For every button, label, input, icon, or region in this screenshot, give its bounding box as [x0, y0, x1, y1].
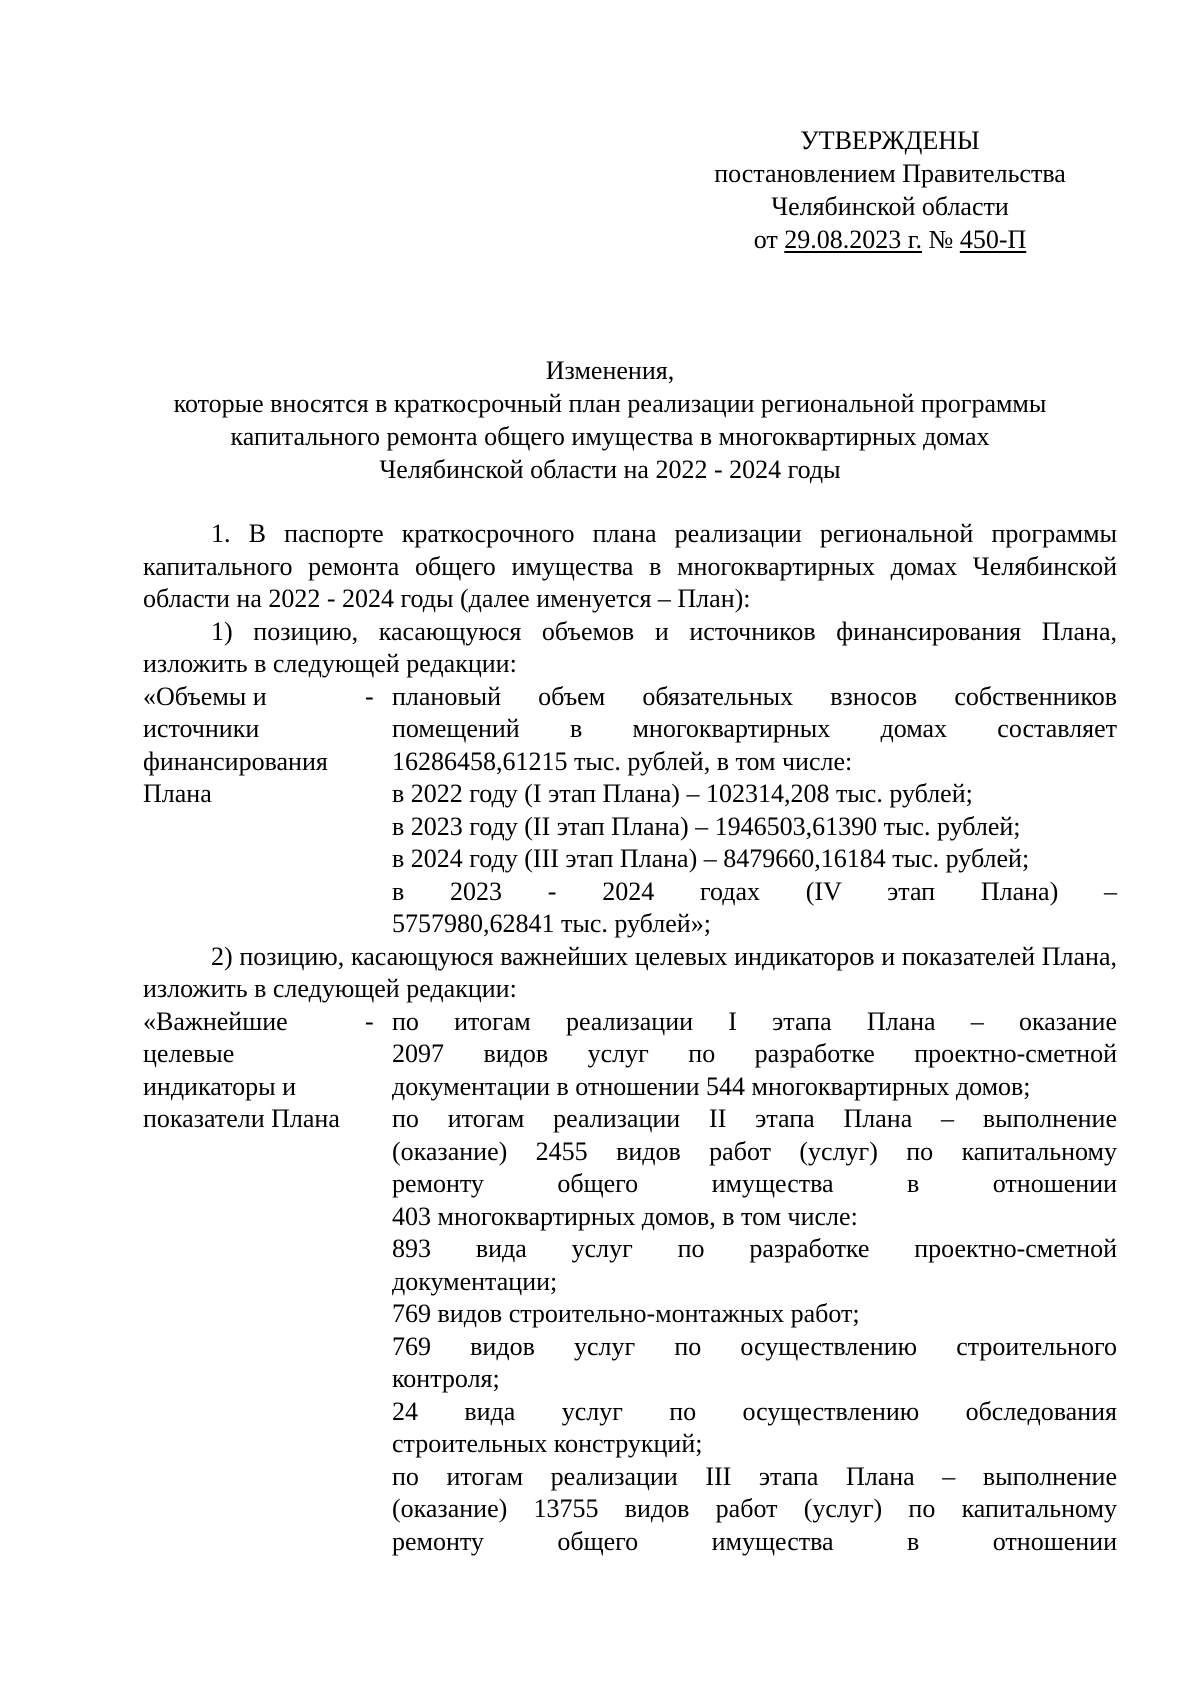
- financing-line: помещений в многоквартирных домах составляет: [392, 714, 1117, 743]
- indicators-line: ремонту общего имущества в отношении: [392, 1169, 1117, 1198]
- indicators-line: 769 видов услуг по осуществлению строительного: [392, 1331, 1117, 1361]
- document-title: [130, 354, 1090, 486]
- approval-heading: УТВЕРЖДЕНЫ: [800, 126, 980, 155]
- title-line-2: которые вносятся в краткосрочный план реализации региональной программы: [173, 389, 1047, 418]
- indicators-line: по итогам реализации III этапа Плана – выполнение: [392, 1461, 1117, 1491]
- paragraph-2: 1) позицию, касающуюся объемов и источников финансирования Плана, изложить в следующей редакции:: [143, 616, 1117, 678]
- indicators-line: документации в отношении 544 многоквартирных домов;: [392, 1071, 1031, 1101]
- indicators-line: ремонту общего имущества в отношении: [392, 1526, 1117, 1556]
- approval-date: 29.08.2023 г.: [784, 225, 922, 254]
- financing-value: [392, 681, 1117, 941]
- indicators-line: (оказание) 2455 видов работ (услуг) по капитальному: [392, 1136, 1117, 1166]
- indicators-line: 2097 видов услуг по разработке проектно-сметной: [392, 1039, 1117, 1068]
- title-line-4: Челябинской области на 2022 - 2024 годы: [379, 455, 841, 484]
- indicators-line: по итогам реализации II этапа Плана – выполнение: [392, 1104, 1117, 1133]
- indicators-line: строительных конструкций;: [392, 1429, 703, 1458]
- indicators-line: 24 вида услуг по осуществлению обследования: [392, 1396, 1117, 1426]
- indicators-line: документации;: [392, 1266, 558, 1296]
- indicators-line: контроля;: [392, 1364, 500, 1393]
- indicators-dash: -: [365, 1006, 374, 1036]
- financing-line: 5757980,62841 тыс. рублей»;: [392, 909, 711, 938]
- indicators-line: 403 многоквартирных домов, в том числе:: [392, 1201, 858, 1231]
- financing-line: плановый объем обязательных взносов собственников: [392, 681, 1117, 711]
- indicators-value: [392, 1006, 1117, 1559]
- indicators-line: 769 видов строительно-монтажных работ;: [392, 1299, 860, 1328]
- financing-dash: -: [365, 681, 374, 711]
- paragraph-1: 1. В паспорте краткосрочного плана реализации региональной программы капитального ремонта общего имущества в многоквартирных домах Челябинской области на 2022 - 2024 годы (далее именуется – План):: [143, 519, 1117, 613]
- indicators-line: по итогам реализации I этапа Плана – оказание: [392, 1006, 1117, 1036]
- approval-authority: постановлением Правительства: [714, 159, 1066, 188]
- approval-number-prefix: №: [922, 225, 960, 254]
- approval-block: [680, 124, 1100, 256]
- approval-date-prefix: от: [753, 225, 785, 254]
- financing-line: в 2024 году (III этап Плана) – 8479660,16184 тыс. рублей;: [392, 844, 1030, 873]
- financing-label: «Объемы и источники финансирования Плана: [143, 681, 328, 808]
- indicators-line: 893 вида услуг по разработке проектно-сметной: [392, 1234, 1117, 1263]
- financing-table: [143, 681, 1117, 941]
- indicators-line: (оказание) 13755 видов работ (услуг) по капитальному: [392, 1494, 1117, 1523]
- approval-region: Челябинской области: [771, 192, 1009, 221]
- financing-line: в 2023 - 2024 годах (IV этап Плана) –: [392, 876, 1117, 906]
- document-body: [143, 518, 1117, 1558]
- financing-line: в 2022 году (I этап Плана) – 102314,208 тыс. рублей;: [392, 779, 973, 808]
- indicators-table: [143, 1006, 1117, 1559]
- approval-number: 450-П: [959, 225, 1027, 254]
- financing-line: в 2023 году (II этап Плана) – 1946503,61390 тыс. рублей;: [392, 811, 1021, 841]
- title-line-1: Изменения,: [545, 356, 675, 385]
- financing-line: 16286458,61215 тыс. рублей, в том числе:: [392, 746, 853, 776]
- indicators-label: «Важнейшие целевые индикаторы и показатели Плана: [143, 1006, 340, 1133]
- approval-date-line: [680, 223, 1100, 256]
- title-line-3: капитального ремонта общего имущества в многоквартирных домах: [230, 422, 990, 451]
- paragraph-3: 2) позицию, касающуюся важнейших целевых индикаторов и показателей Плана, изложить в следующей редакции:: [143, 941, 1117, 1003]
